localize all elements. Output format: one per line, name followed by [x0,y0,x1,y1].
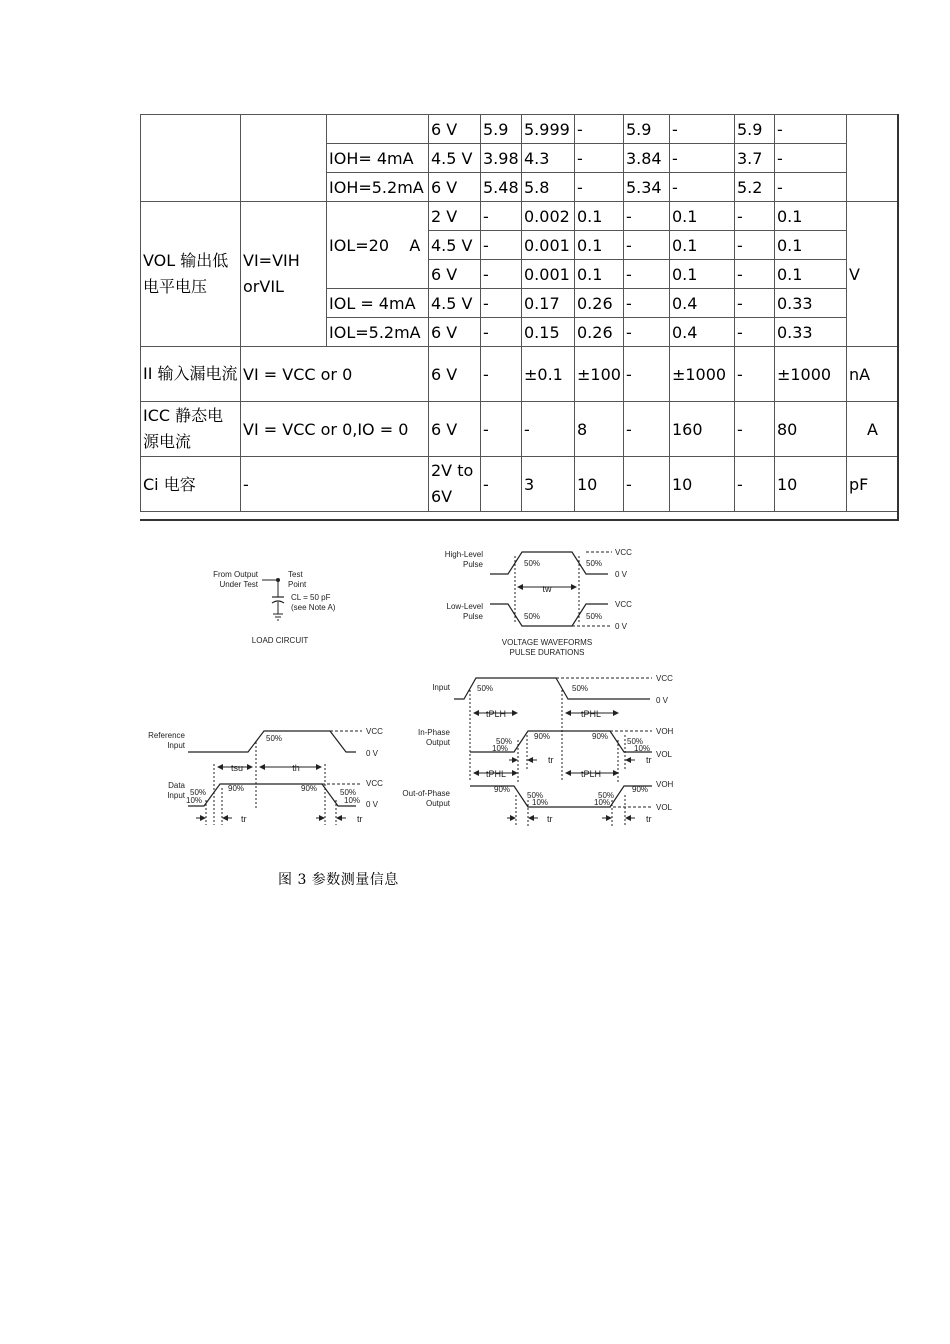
tr-label: tr [241,814,247,824]
out-of-phase-output-label: Output [425,799,450,808]
tphl-label: tPHL [580,709,602,719]
table-cell: 3 [522,457,575,512]
load-label-under-test: Under Test [219,580,258,589]
table-cell: 3.7 [734,144,774,173]
table-cell: - [734,347,774,402]
table-cell: IOL=5.2mA [327,318,429,347]
table-cell: 0.002 [522,202,575,231]
vol-label: VOL [656,750,673,759]
tsu-label: tsu [230,763,244,773]
table-cell: ±1000 [774,347,846,402]
table-cell: - [481,289,522,318]
vcc-label: VCC [366,727,383,736]
data-input-waveform [188,784,356,806]
table-cell: - [774,115,846,144]
table-cell: 3.98 [481,144,522,173]
pct10-label: 10% [492,744,509,753]
pulse-title-line1: VOLTAGE WAVEFORMS [501,638,593,647]
pct50-label: 50% [627,737,644,746]
table-cell: - [669,144,734,173]
table-cell: 0.1 [774,231,846,260]
in-phase-output-label: Output [425,738,450,747]
table-cell: 10 [774,457,846,512]
data-input-label: Input [167,791,185,800]
pct90-label: 90% [592,732,609,741]
pct10-label: 10% [594,798,611,807]
table-cell: 6 V [429,402,481,457]
high-level-label: High-Level [444,550,483,559]
table-cell: 5.2 [734,173,774,202]
pct50-label: 50% [586,559,603,568]
tr-label: tr [548,755,554,765]
vcc-label: VCC [366,779,383,788]
pct90-label: 90% [301,784,318,793]
load-label-point: Point [288,580,307,589]
pct50-label: 50% [477,684,494,693]
pct90-label: 90% [632,785,649,794]
table-cell: 160 [669,402,734,457]
tr-label: tr [646,814,652,824]
table-cell: 2 V [429,202,481,231]
table-cell: 80 [774,402,846,457]
pct90-label: 90% [494,785,511,794]
pct90-label: 90% [534,732,551,741]
table-cell: 5.999 [522,115,575,144]
zero-v-label: 0 V [366,749,379,758]
table-cell: IOL=20 A [327,202,429,289]
table-cell: Ci 电容 [141,457,241,512]
table-cell: 0.1 [669,202,734,231]
table-cell: ICC 静态电源电流 [141,402,241,457]
reference-input-label: Input [167,741,185,750]
load-circuit [213,570,336,645]
pct50-label: 50% [340,788,357,797]
table-cell: - [481,402,522,457]
table-cell: - [669,173,734,202]
data-label: Data [168,781,185,790]
table-cell: 4.3 [522,144,575,173]
tplh-label: tPLH [580,769,602,779]
in-phase-label: In-Phase [417,728,450,737]
table-cell: 6 V [429,318,481,347]
table-cell: - [241,457,429,512]
table-cell: - [481,457,522,512]
table-cell: 0.1 [575,231,624,260]
table-cell: A [846,402,898,457]
low-pulse-label: Pulse [462,612,483,621]
figure-caption: 图 3 参数测量信息 [278,872,399,888]
load-note-label: (see Note A) [291,603,336,612]
table-cell: - [734,289,774,318]
table-cell: 4.5 V [429,144,481,173]
vcc-label: VCC [656,674,673,683]
vcc-label: VCC [615,600,632,609]
tr-label: tr [547,814,553,824]
pct50-label: 50% [598,791,615,800]
table-cell: - [481,202,522,231]
pct50-label: 50% [586,612,603,621]
table-cell: 0.1 [669,231,734,260]
table-cell: 5.8 [522,173,575,202]
tphl-label: tPHL [485,769,507,779]
table-cell: - [734,457,774,512]
table-cell: - [481,231,522,260]
table-cell: - [481,318,522,347]
table-cell: - [481,347,522,402]
table-cell: - [575,144,624,173]
table-cell: IOL = 4mA [327,289,429,318]
load-label-test: Test [288,570,303,579]
table-cell: 0.4 [669,289,734,318]
table-cell: 0.1 [575,260,624,289]
table-cell: 5.9 [623,115,669,144]
table-cell: 0.15 [522,318,575,347]
table-cell: 0.1 [669,260,734,289]
table-cell: 8 [575,402,624,457]
table-cell: - [734,260,774,289]
voh-label: VOH [656,780,674,789]
pct10-label: 10% [634,744,651,753]
tr-label: tr [357,814,363,824]
zero-v-label: 0 V [656,696,669,705]
table-cell: 5.9 [734,115,774,144]
voh-label: VOH [656,727,674,736]
out-of-phase-label: Out-of-Phase [402,789,450,798]
table-cell: - [623,347,669,402]
vol-label: VOL [656,803,673,812]
table-cell: 0.33 [774,289,846,318]
pct10-label: 10% [532,798,549,807]
table-cell: - [734,202,774,231]
table-cell: V [846,202,898,347]
pct50-label: 50% [524,612,541,621]
table-cell: - [623,289,669,318]
table-cell: - [623,402,669,457]
table-cell: IOH=5.2mA [327,173,429,202]
table-cell: 0.26 [575,318,624,347]
zero-v-label: 0 V [366,800,379,809]
table-cell: 4.5 V [429,231,481,260]
pct50-label: 50% [524,559,541,568]
pulse-title-line2: PULSE DURATIONS [509,648,585,657]
table-cell: 0.1 [774,260,846,289]
table-cell: - [774,173,846,202]
tr-label: tr [646,755,652,765]
zero-v-label: 0 V [615,570,628,579]
zero-v-label: 0 V [615,622,628,631]
vcc-label: VCC [615,548,632,557]
pulse-duration-waveforms [445,548,632,657]
table-cell: 4.5 V [429,289,481,318]
table-cell: 0.4 [669,318,734,347]
table-cell: - [481,260,522,289]
table-cell: - [623,202,669,231]
load-label-from-output: From Output [213,570,258,579]
table-cell: 10 [575,457,624,512]
pct50-label: 50% [572,684,589,693]
table-cell: - [774,144,846,173]
table-cell: 6 V [429,260,481,289]
pct50-label: 50% [190,788,207,797]
table-cell: - [623,457,669,512]
table-cell: IOH= 4mA [327,144,429,173]
table-cell: VOL 输出低电平电压 [141,202,241,347]
table-cell: nA [846,347,898,402]
table-cell: - [734,231,774,260]
table-cell: - [734,318,774,347]
th-label: th [292,763,300,773]
load-circuit-title: LOAD CIRCUIT [251,636,309,645]
table-cell: - [522,402,575,457]
pct50-label: 50% [496,737,513,746]
pct50-label: 50% [527,791,544,800]
table-cell: 5.9 [481,115,522,144]
table-cell: ±1000 [669,347,734,402]
pct50-label: 50% [266,734,283,743]
table-cell: 0.001 [522,231,575,260]
table-cell: VI = VCC or 0,IO = 0 [241,402,429,457]
table-cell: - [575,173,624,202]
table-cell: 3.84 [623,144,669,173]
table-cell: - [623,318,669,347]
setup-hold-waveforms [148,727,383,825]
table-cell: 0.001 [522,260,575,289]
table-cell: 6 V [429,115,481,144]
table-cell: ±100 [575,347,624,402]
table-cell: - [734,402,774,457]
table-cell: 6 V [429,347,481,402]
table-cell: VI = VCC or 0 [241,347,429,402]
table-cell: VI=VIH orVIL [241,202,327,347]
table-cell: ±0.1 [522,347,575,402]
table-cell: 10 [669,457,734,512]
table-cell: - [623,231,669,260]
table-cell: 2V to 6V [429,457,481,512]
table-cell: 0.33 [774,318,846,347]
table-cell: 6 V [429,173,481,202]
tw-label: tw [542,584,552,594]
table-cell: II 输入漏电流 [141,347,241,402]
tplh-label: tPLH [485,709,507,719]
table-cell: - [623,260,669,289]
pct10-label: 10% [344,796,361,805]
low-level-label: Low-Level [446,602,483,611]
reference-label: Reference [148,731,185,740]
table-cell: - [669,115,734,144]
propagation-delay-waveforms [402,674,673,826]
pct90-label: 90% [228,784,245,793]
input-label: Input [432,683,450,692]
table-cell: 0.26 [575,289,624,318]
table-cell: pF [846,457,898,512]
load-cl-label: CL = 50 pF [291,593,331,602]
table-cell: 0.1 [774,202,846,231]
table-cell: 0.17 [522,289,575,318]
table-cell: 5.48 [481,173,522,202]
table-cell: 0.1 [575,202,624,231]
high-pulse-label: Pulse [462,560,483,569]
table-cell: 5.34 [623,173,669,202]
table-cell: - [575,115,624,144]
pct10-label: 10% [186,796,203,805]
